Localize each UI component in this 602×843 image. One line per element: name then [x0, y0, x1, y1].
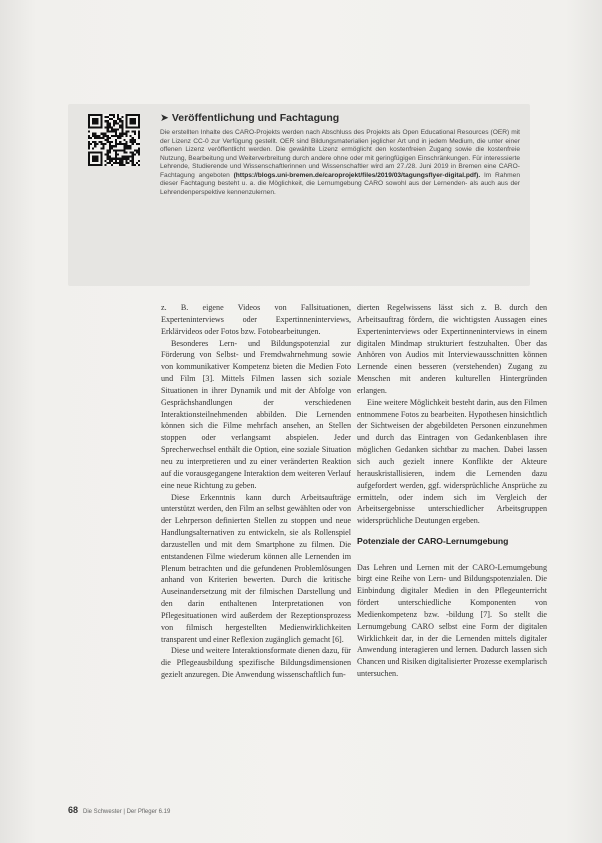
- section-heading: Potenziale der CARO-Lernumgebung: [357, 536, 509, 547]
- journal-name: Die Schwester | Der Pfleger 6.19: [83, 809, 171, 815]
- paragraph: Eine weitere Möglichkeit besteht darin, aus den Filmen entnommene Fotos zu bearbeiten. Hypothesen hinsichtlich der Sichtweisen der abgebildeten Personen einzunehmen und durch das Eintragen von Gedankenblasen ihre möglichen Gedanken sichtbar zu machen. Dabei lassen sich auch gezielt innere Konflikte der Akteure herauskristallisieren, indem die Lernenden dazu aufgefordert werden, ggf. widersprüchliche Ansprüche zu ermitteln, oder indem sich im Vergleich der Arbeitsergebnisse unterschiedlicher Arbeitsgruppen widersprüchliche Deutungen ergeben.: [357, 397, 547, 526]
- paragraph: Besonderes Lern- und Bildungspotenzial zur Förderung von Selbst- und Fremdwahrnehmung sowie von kommunikativer Kompetenz bieten die Medien Foto und Film [3]. Mittels Filmen lassen sich soziale Situationen in ihrer Dynamik und mit der Abfolge von Gesprächshandlungen der verschiedenen Interaktionsteilnehmenden abbilden. Die Lernenden können sich die Filme mehrfach ansehen, an Stellen stoppen oder verlangsamt abspielen. Jeder Sprecherwechsel enthält die Option, eine soziale Situation neu zu interpretieren und zu einer veränderten Reaktion auf die vorausgegangene Interaktion dem weiteren Verlauf eine neue Richtung zu geben.: [161, 338, 351, 490]
- page-number: 68: [68, 805, 79, 815]
- paragraph: Diese und weitere Interaktionsformate dienen dazu, für die Pflegeausbildung spezifische Bildungsdimensionen gezielt anzuregen. Die Anwendung wissenschaftlich fun-: [161, 646, 351, 680]
- info-box-title: ➤ Veröffentlichung und Fachtagung: [160, 112, 340, 124]
- qr-code-icon: [88, 114, 140, 166]
- paragraph: Das Lehren und Lernen mit der CARO-Lernumgebung birgt eine Reihe von Lern- und Bildungspotenzialen. Die Einbindung digitaler Medien in den Pflegeunterricht fördert unterschiedliche Komponenten von Medienkompetenz bzw. -bildung [7]. So stellt die Lernumgebung CARO selbst eine Form der digitalen Wirklichkeit dar, in der die Lernenden mittels digitaler Anwendung interagieren und lernen. Dadurch lassen sich Chancen und Risiken digitalisierter Prozesse exemplarisch untersuchen.: [357, 562, 547, 679]
- paragraph: Diese Erkenntnis kann durch Arbeitsaufträge unterstützt werden, den Film an selbst gewählten oder von der Lehrperson definierten Stellen zu stoppen und neue Handlungsalternativen zu entwickeln, sie als Rollenspiel darzustellen und mit dem Smartphone zu filmen. Die entstandenen Filme wiederum können alle Lernenden im Plenum betrachten und die gefundenen Problemlösungen anhand von Kriterien bewerten. Durch die kritische Auseinandersetzung mit der filmischen Darstellung und den darin enthaltenen Interpretationen von Pflegesituationen wird außerdem der Rezeptionsprozess von filmisch hergestellten Medienwirklichkeiten transparent und einer Reflexion zugänglich gemacht [6].: [161, 492, 351, 644]
- paragraph: dierten Regelwissens lässt sich z. B. durch den Arbeitsauftrag fördern, die wichtigsten Aussagen eines Experteninterviews oder Expertinneninterviews in einem digitalen Mindmap strukturiert festzuhalten. Über das Anhören von Audios mit Interviewausschnitten können Lernende einen besseren (verstehenden) Zugang zu Menschen mit anderen kulturellen Hintergründen erlangen.: [357, 303, 547, 395]
- send-arrow-icon: ➤: [160, 112, 169, 124]
- page-footer: [68, 805, 170, 815]
- left-column: [161, 302, 351, 681]
- paragraph: z. B. eigene Videos von Fallsituationen, Experteninterviews oder Expertinneninterviews, Erklärvideos oder Fotos bzw. Fotobearbeitungen.: [161, 303, 351, 336]
- info-box-text: Die erstellten Inhalte des CARO-Projekts werden nach Abschluss des Projekts als Open Educational Resources (OER) mit der Lizenz CC-0 zur Verfügung gestellt. OER sind Bildungsmaterialien jeglicher Art und in jedem Medium, die unter einer offenen Lizenz veröffentlicht werden. Die gewählte Lizenz ermöglicht den kostenfreien Zugang sowie die kostenfreie Nutzung, Bearbeitung und Weiterverbreitung durch andere ohne oder mit geringfügigen Einschränkungen. Für interessierte Lehrende, Studierende und Wissenschaftlerinnen und Wissenschaftler wird am 27./28. Juni 2019 in Bremen eine CARO-Fachtagung angeboten (https://blogs.uni-bremen.de/caroprojekt/files/2019/03/tagungsflyer-digital.pdf). Im Rahmen dieser Fachtagung besteht u. a. die Möglichkeit, die Lernumgebung CARO sowohl aus der Lernenden- als auch aus der Lehrendenperspektive kennenzulernen.: [160, 129, 520, 196]
- right-column: [357, 302, 547, 680]
- tagung-flyer-link[interactable]: (https://blogs.uni-bremen.de/caroprojekt/files/2019/03/tagungsflyer-digital.pdf).: [233, 171, 481, 179]
